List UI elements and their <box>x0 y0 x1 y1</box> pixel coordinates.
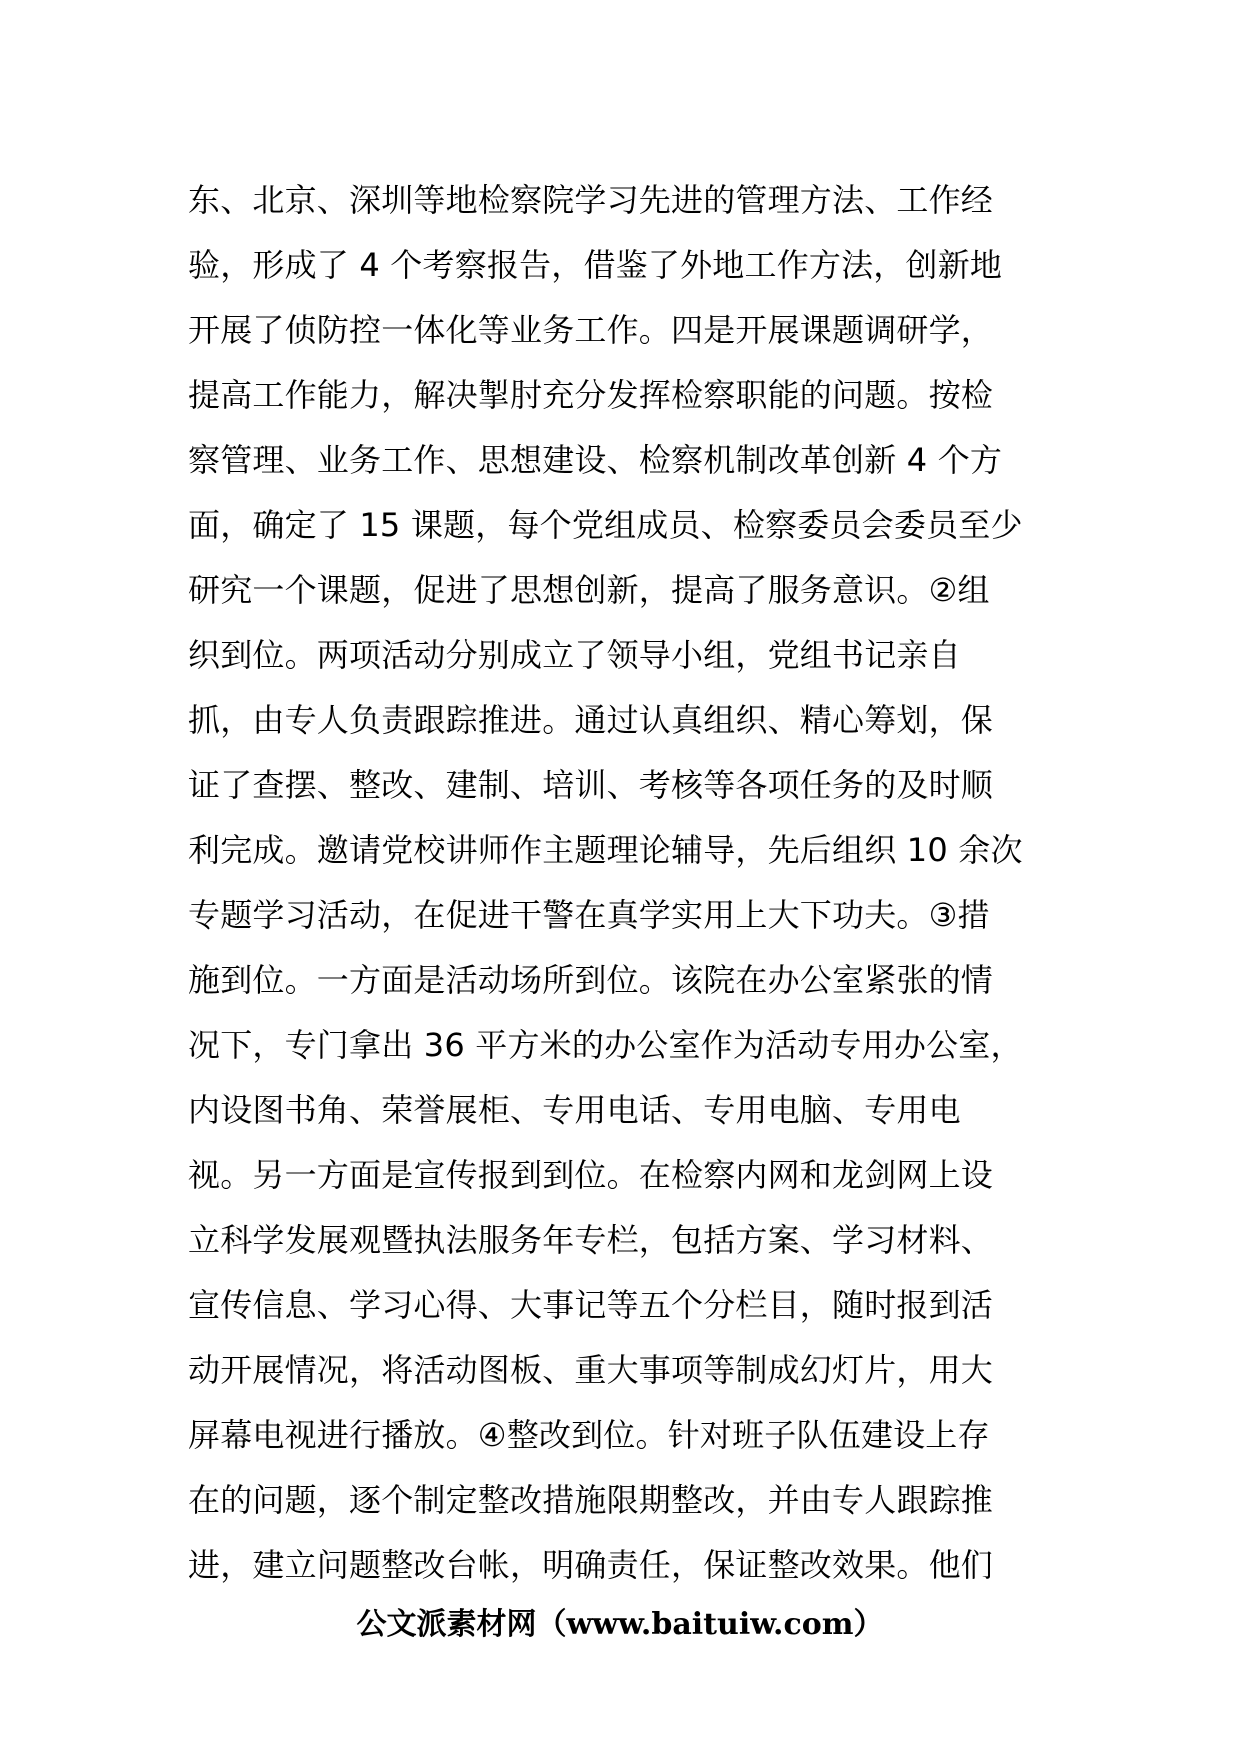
text-line: 况下，专门拿出 36 平方米的办公室作为活动专用办公室， <box>188 1026 1023 1064</box>
text-line: 察管理、业务工作、思想建设、检察机制改革创新 4 个方 <box>188 441 1003 479</box>
text-line: 动开展情况，将活动图板、重大事项等制成幻灯片，用大 <box>188 1351 994 1389</box>
text-line: 施到位。一方面是活动场所到位。该院在办公室紧张的情 <box>188 961 994 999</box>
text-line: 在的问题，逐个制定整改措施限期整改，并由专人跟踪推 <box>188 1481 994 1519</box>
text-line: 验，形成了 4 个考察报告，借鉴了外地工作方法，创新地 <box>188 246 1003 284</box>
text-line: 织到位。两项活动分别成立了领导小组，党组书记亲自 <box>188 636 961 674</box>
text-line: 进，建立问题整改台帐，明确责任，保证整改效果。他们 <box>188 1546 994 1584</box>
text-line: 提高工作能力，解决掣肘充分发挥检察职能的问题。按检 <box>188 376 994 414</box>
text-line: 视。另一方面是宣传报到到位。在检察内网和龙剑网上设 <box>188 1156 994 1194</box>
text-line: 研究一个课题，促进了思想创新，提高了服务意识。②组 <box>188 571 990 609</box>
text-line: 面，确定了 15 课题，每个党组成员、检察委员会委员至少 <box>188 506 1023 544</box>
text-line: 证了查摆、整改、建制、培训、考核等各项任务的及时顺 <box>188 766 994 804</box>
text-line: 立科学发展观暨执法服务年专栏，包括方案、学习材料、 <box>188 1221 994 1259</box>
text-line: 屏幕电视进行播放。④整改到位。针对班子队伍建设上存 <box>188 1416 990 1454</box>
text-line: 开展了侦防控一体化等业务工作。四是开展课题调研学， <box>188 311 994 349</box>
text-line: 专题学习活动，在促进干警在真学实用上大下功夫。③措 <box>188 896 990 934</box>
text-line: 利完成。邀请党校讲师作主题理论辅导，先后组织 10 余次 <box>188 831 1023 869</box>
text-line: 内设图书角、荣誉展柜、专用电话、专用电脑、专用电 <box>188 1091 961 1129</box>
text-line: 东、北京、深圳等地检察院学习先进的管理方法、工作经 <box>188 181 994 219</box>
footer-source: 公文派素材网（www.baituiw.com） <box>356 1607 884 1642</box>
text-line: 抓，由专人负责跟踪推进。通过认真组织、精心筹划，保 <box>188 701 994 739</box>
body-paragraph <box>188 168 1068 1598</box>
text-line: 宣传信息、学习心得、大事记等五个分栏目，随时报到活 <box>188 1286 994 1324</box>
